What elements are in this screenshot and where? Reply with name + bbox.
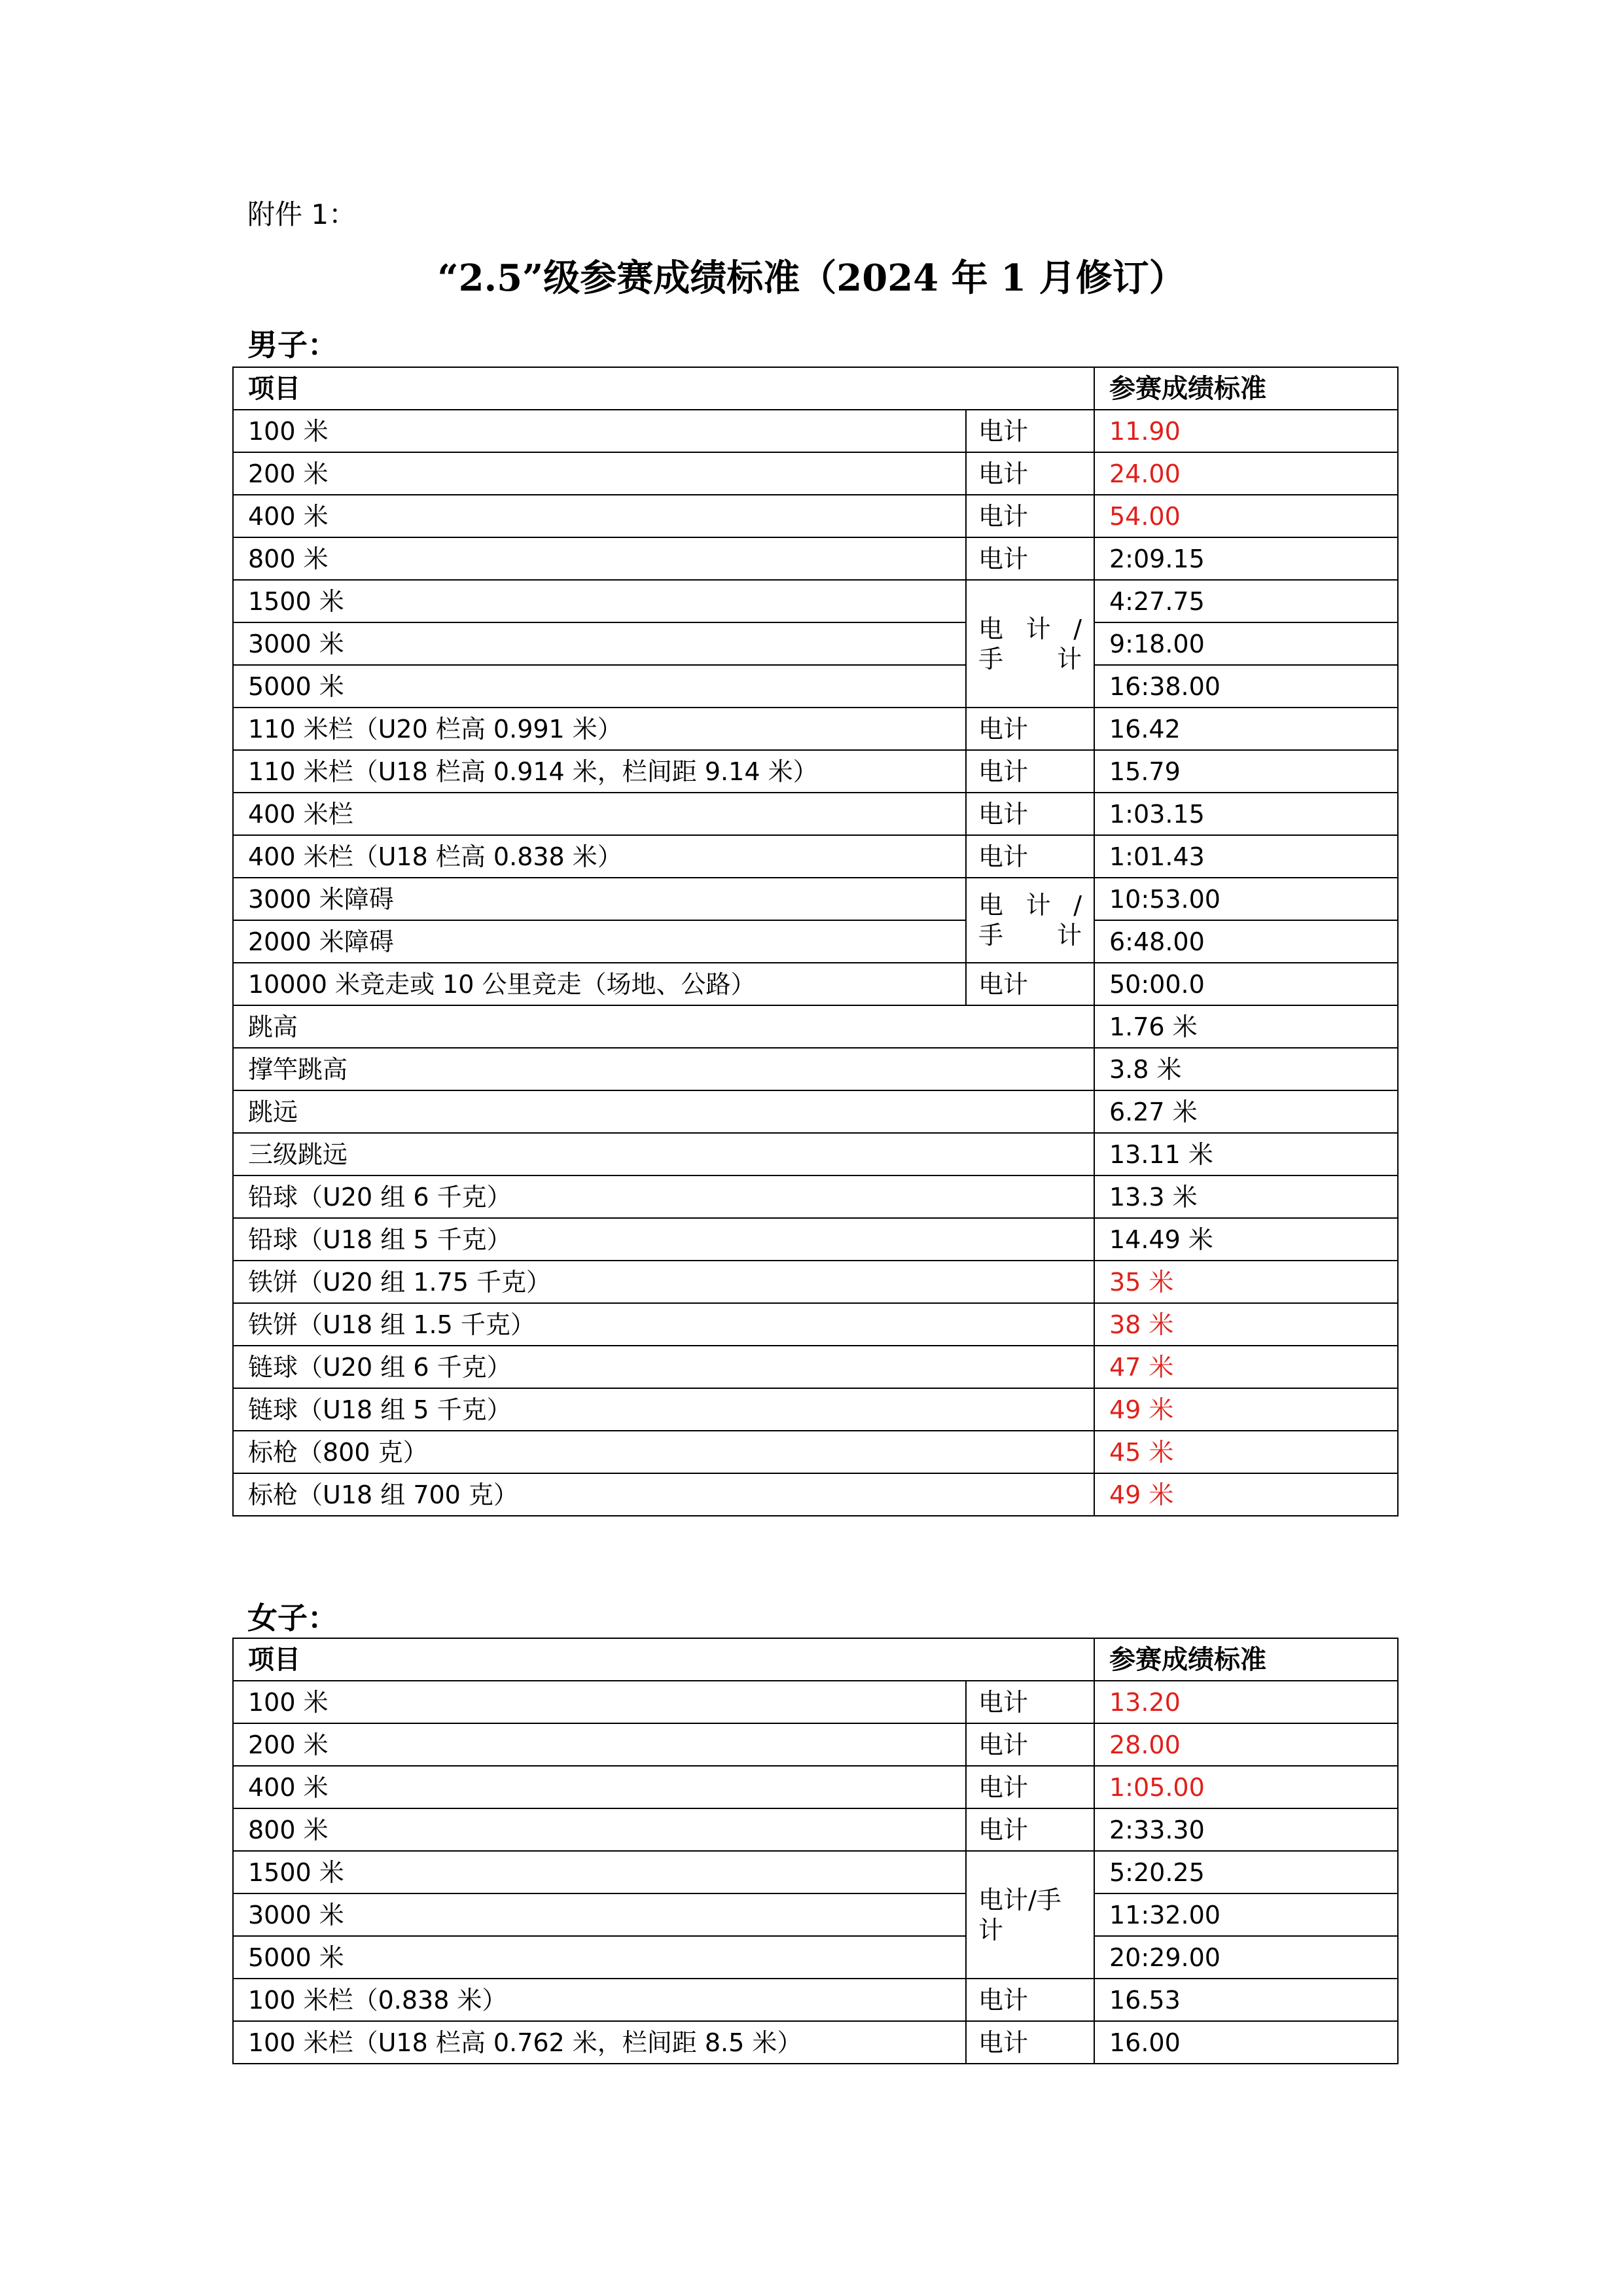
event-name-cell: 400 米: [233, 1766, 966, 1808]
women-standards-table: [232, 1638, 1399, 2064]
timing-method-cell: 电计/手计: [966, 1851, 1094, 1979]
event-name-cell: 三级跳远: [233, 1133, 1094, 1175]
event-name-cell: 铁饼（U20 组 1.75 千克）: [233, 1261, 1094, 1303]
table-row: [233, 963, 1398, 1005]
table-row: [233, 1005, 1398, 1048]
timing-method-cell: 电计: [966, 537, 1094, 580]
table-row: [233, 1808, 1398, 1851]
table-row: [233, 920, 1398, 963]
table-row: [233, 1473, 1398, 1516]
standard-value-cell: 47 米: [1094, 1346, 1398, 1388]
standard-value-cell: 54.00: [1094, 495, 1398, 537]
event-name-cell: 200 米: [233, 1723, 966, 1766]
event-name-cell: 2000 米障碍: [233, 920, 966, 963]
men-section-label: 男子：: [247, 327, 338, 363]
event-name-cell: 跳高: [233, 1005, 1094, 1048]
event-name-cell: 100 米栏（0.838 米）: [233, 1979, 966, 2021]
timing-method-cell: 电 计 / 手计: [966, 878, 1094, 963]
event-name-cell: 110 米栏（U20 栏高 0.991 米）: [233, 708, 966, 750]
table-row: [233, 1681, 1398, 1723]
men-standards-table: [232, 367, 1399, 1516]
timing-method-cell: 电计: [966, 793, 1094, 835]
timing-method-cell: 电计: [966, 495, 1094, 537]
standard-value-cell: 15.79: [1094, 750, 1398, 793]
event-name-cell: 链球（U20 组 6 千克）: [233, 1346, 1094, 1388]
table-row: [233, 622, 1398, 665]
timing-method-cell: 电计: [966, 2021, 1094, 2064]
timing-method-cell: 电计: [966, 750, 1094, 793]
standard-value-cell: 10:53.00: [1094, 878, 1398, 920]
standard-value-cell: 13.11 米: [1094, 1133, 1398, 1175]
header-item-cell: 项目: [233, 1638, 1094, 1681]
timing-method-cell: 电计: [966, 1681, 1094, 1723]
timing-method-cell: 电 计 / 手计: [966, 580, 1094, 708]
timing-method-cell: 电计: [966, 452, 1094, 495]
header-standard-cell: 参赛成绩标准: [1094, 1638, 1398, 1681]
event-name-cell: 1500 米: [233, 1851, 966, 1893]
standard-value-cell: 45 米: [1094, 1431, 1398, 1473]
table-row: [233, 2021, 1398, 2064]
women-section-label: 女子：: [247, 1600, 338, 1636]
event-name-cell: 110 米栏（U18 栏高 0.914 米，栏间距 9.14 米）: [233, 750, 966, 793]
table-row: [233, 1893, 1398, 1936]
header-item-cell: 项目: [233, 367, 1094, 410]
standard-value-cell: 14.49 米: [1094, 1218, 1398, 1261]
timing-method-cell: 电计: [966, 963, 1094, 1005]
table-row: [233, 1048, 1398, 1090]
page-title: “2.5”级参赛成绩标准（2024 年 1 月修订）: [437, 257, 1186, 300]
event-name-cell: 200 米: [233, 452, 966, 495]
table-row: [233, 1979, 1398, 2021]
standard-value-cell: 1:03.15: [1094, 793, 1398, 835]
standard-value-cell: 35 米: [1094, 1261, 1398, 1303]
standard-value-cell: 11.90: [1094, 410, 1398, 452]
event-name-cell: 3000 米: [233, 1893, 966, 1936]
event-name-cell: 标枪（800 克）: [233, 1431, 1094, 1473]
header-standard-cell: 参赛成绩标准: [1094, 367, 1398, 410]
table-row: [233, 410, 1398, 452]
table-row: [233, 835, 1398, 878]
table-row: [233, 1303, 1398, 1346]
standard-value-cell: 16.00: [1094, 2021, 1398, 2064]
event-name-cell: 100 米: [233, 1681, 966, 1723]
table-row: [233, 1766, 1398, 1808]
standard-value-cell: 4:27.75: [1094, 580, 1398, 622]
event-name-cell: 3000 米: [233, 622, 966, 665]
event-name-cell: 3000 米障碍: [233, 878, 966, 920]
event-name-cell: 800 米: [233, 537, 966, 580]
event-name-cell: 5000 米: [233, 1936, 966, 1979]
table-row: [233, 1388, 1398, 1431]
standard-value-cell: 24.00: [1094, 452, 1398, 495]
table-row: [233, 452, 1398, 495]
table-row: [233, 537, 1398, 580]
standard-value-cell: 1:01.43: [1094, 835, 1398, 878]
table-row: [233, 495, 1398, 537]
event-name-cell: 400 米: [233, 495, 966, 537]
standard-value-cell: 16.42: [1094, 708, 1398, 750]
event-name-cell: 铅球（U18 组 5 千克）: [233, 1218, 1094, 1261]
timing-method-cell: 电计: [966, 708, 1094, 750]
table-header-row: [233, 1638, 1398, 1681]
event-name-cell: 400 米栏: [233, 793, 966, 835]
standard-value-cell: 20:29.00: [1094, 1936, 1398, 1979]
event-name-cell: 5000 米: [233, 665, 966, 708]
table-row: [233, 878, 1398, 920]
standard-value-cell: 1.76 米: [1094, 1005, 1398, 1048]
timing-method-cell: 电计: [966, 1766, 1094, 1808]
standard-value-cell: 2:09.15: [1094, 537, 1398, 580]
event-name-cell: 标枪（U18 组 700 克）: [233, 1473, 1094, 1516]
event-name-cell: 链球（U18 组 5 千克）: [233, 1388, 1094, 1431]
table-row: [233, 708, 1398, 750]
timing-method-cell: 电计: [966, 1723, 1094, 1766]
table-header-row: [233, 367, 1398, 410]
standard-value-cell: 1:05.00: [1094, 1766, 1398, 1808]
table-row: [233, 580, 1398, 622]
table-row: [233, 1936, 1398, 1979]
event-name-cell: 铅球（U20 组 6 千克）: [233, 1175, 1094, 1218]
event-name-cell: 100 米: [233, 410, 966, 452]
table-row: [233, 1431, 1398, 1473]
standard-value-cell: 13.3 米: [1094, 1175, 1398, 1218]
table-row: [233, 1175, 1398, 1218]
event-name-cell: 100 米栏（U18 栏高 0.762 米，栏间距 8.5 米）: [233, 2021, 966, 2064]
standard-value-cell: 16.53: [1094, 1979, 1398, 2021]
standard-value-cell: 6:48.00: [1094, 920, 1398, 963]
standard-value-cell: 38 米: [1094, 1303, 1398, 1346]
event-name-cell: 10000 米竞走或 10 公里竞走（场地、公路）: [233, 963, 966, 1005]
event-name-cell: 跳远: [233, 1090, 1094, 1133]
timing-method-cell: 电计: [966, 1808, 1094, 1851]
event-name-cell: 800 米: [233, 1808, 966, 1851]
standard-value-cell: 49 米: [1094, 1473, 1398, 1516]
standard-value-cell: 2:33.30: [1094, 1808, 1398, 1851]
timing-method-cell: 电计: [966, 1979, 1094, 2021]
event-name-cell: 400 米栏（U18 栏高 0.838 米）: [233, 835, 966, 878]
standard-value-cell: 3.8 米: [1094, 1048, 1398, 1090]
standard-value-cell: 13.20: [1094, 1681, 1398, 1723]
event-name-cell: 1500 米: [233, 580, 966, 622]
standard-value-cell: 5:20.25: [1094, 1851, 1398, 1893]
table-row: [233, 1261, 1398, 1303]
event-name-cell: 撑竿跳高: [233, 1048, 1094, 1090]
attachment-label: 附件 1：: [247, 198, 357, 230]
table-row: [233, 750, 1398, 793]
timing-method-cell: 电计: [966, 410, 1094, 452]
table-row: [233, 1133, 1398, 1175]
standard-value-cell: 11:32.00: [1094, 1893, 1398, 1936]
standard-value-cell: 49 米: [1094, 1388, 1398, 1431]
table-row: [233, 1090, 1398, 1133]
standard-value-cell: 16:38.00: [1094, 665, 1398, 708]
table-row: [233, 1851, 1398, 1893]
standard-value-cell: 6.27 米: [1094, 1090, 1398, 1133]
timing-method-cell: 电计: [966, 835, 1094, 878]
table-row: [233, 665, 1398, 708]
table-row: [233, 1346, 1398, 1388]
table-row: [233, 1723, 1398, 1766]
standard-value-cell: 28.00: [1094, 1723, 1398, 1766]
table-row: [233, 1218, 1398, 1261]
event-name-cell: 铁饼（U18 组 1.5 千克）: [233, 1303, 1094, 1346]
standard-value-cell: 50:00.0: [1094, 963, 1398, 1005]
standard-value-cell: 9:18.00: [1094, 622, 1398, 665]
table-row: [233, 793, 1398, 835]
